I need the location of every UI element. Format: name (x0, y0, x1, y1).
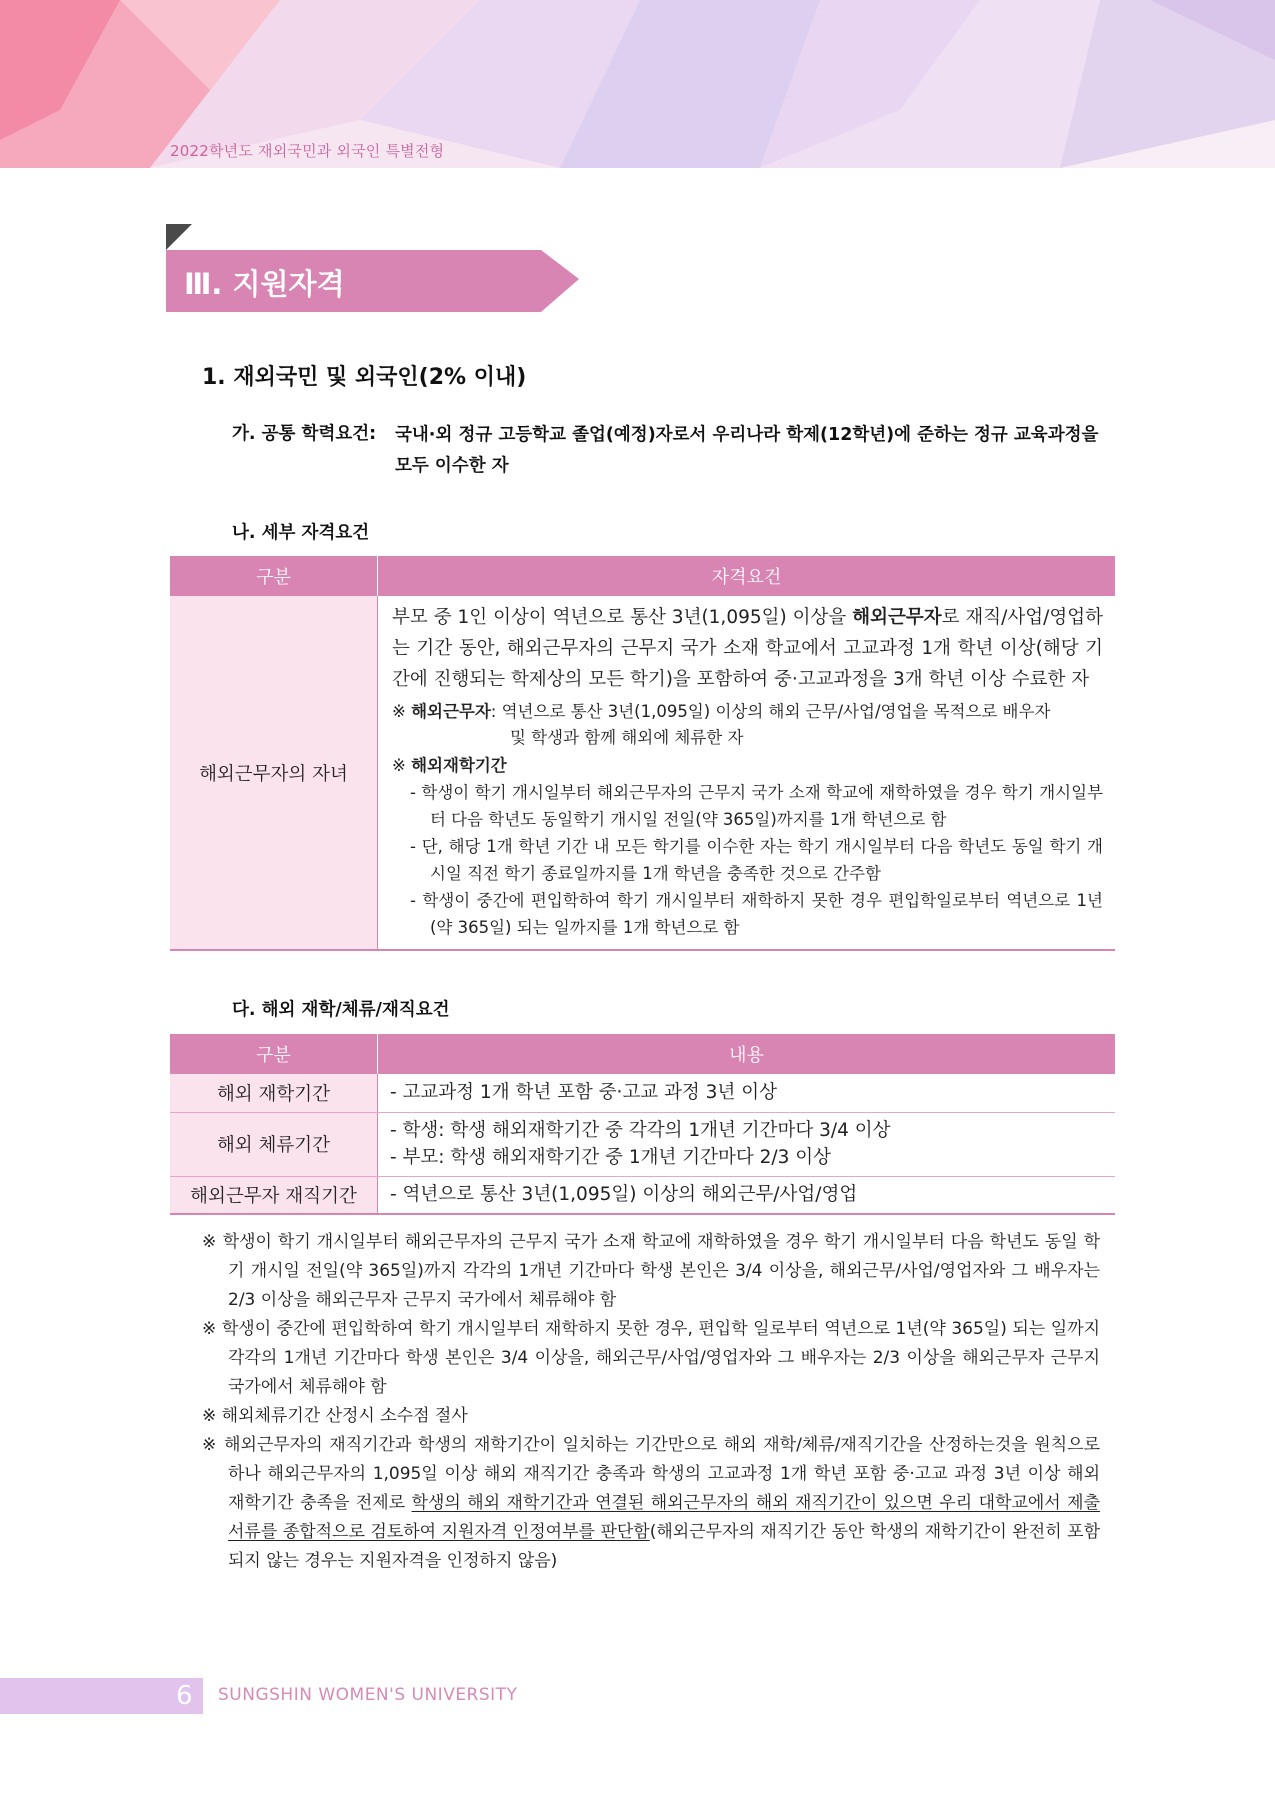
content-cell: - 학생: 학생 해외재학기간 중 각각의 1개년 기간마다 3/4 이상 - 부모: 학생 해외재학기간 중 1개년 기간마다 2/3 이상 (378, 1112, 1116, 1176)
content-cell: - 고교과정 1개 학년 포함 중·고교 과정 3년 이상 (378, 1074, 1116, 1112)
col-requirement: 자격요건 (378, 556, 1116, 596)
table-row (170, 1112, 1115, 1176)
content-cell: - 역년으로 통산 3년(1,095일) 이상의 해외근무/사업/영업 (378, 1176, 1116, 1214)
table-row (170, 596, 1115, 950)
detail-heading: 나. 세부 자격요건 (232, 523, 370, 543)
category-cell: 해외근무자 재직기간 (170, 1176, 378, 1214)
table-row (170, 1074, 1115, 1112)
common-req-text: 국내·외 정규 고등학교 졸업(예정)자로서 우리나라 학제(12학년)에 준하는 정규 교육과정을 모두 이수한 자 (395, 425, 1099, 476)
overseas-requirements-table (170, 1034, 1115, 1215)
detail-requirements-table (170, 556, 1115, 951)
list-item: - 학생이 중간에 편입학하여 학기 개시일부터 재학하지 못한 경우 편입학일로부터 역년으로 1년(약 365일) 되는 일까지를 1개 학년으로 함 (410, 891, 1103, 937)
col-category: 구분 (170, 556, 378, 596)
note-overseas-worker: ※ 해외근무자: 역년으로 통산 3년(1,095일) 이상의 해외 근무/사업/영업을 목적으로 배우자 및 학생과 함께 해외에 체류한 자 (392, 702, 1051, 747)
table-header-row (170, 556, 1115, 596)
note-item: ※ 해외근무자의 재직기간과 학생의 재학기간이 일치하는 기간만으로 해외 재학/체류/재직기간을 산정하는것을 원칙으로 하나 해외근무자의 1,095일 이상 해외 재직기간 충족과 학생의 고교과정 1개 학년 포함 중·고교 과정 3년 이상 해외 재학기간 충족을 전제로 학생의 해외 재학기간과 연결된 해외근무자의 해외 재직기간이 있으면 우리 대학교에서 제출서류를 종합적으로 검토하여 지원자격 인정여부를 판단함(해외근무자의 재직기간 동안 학생의 재학기간이 완전히 포함되지 않는 경우는 지원자격을 인정하지 않음) (202, 1435, 1100, 1571)
heading-eligibility: 1. 재외국민 및 외국인(2% 이내) (202, 365, 527, 390)
table-header-row (170, 1034, 1115, 1074)
university-name: SUNGSHIN WOMEN'S UNIVERSITY (218, 1685, 518, 1705)
overseas-heading: 다. 해외 재학/체류/재직요건 (232, 1000, 450, 1020)
note-item: ※ 학생이 중간에 편입학하여 학기 개시일부터 재학하지 못한 경우, 편입학 일로부터 역년으로 1년(약 365일) 되는 일까지 각각의 1개년 기간마다 학생 본인은 3/4 이상을, 해외근무/사업/영업자와 그 배우자는 2/3 이상을 해외근무자 근무지 국가에서 체류해야 함 (202, 1319, 1100, 1397)
requirement-cell (378, 596, 1116, 950)
note-study-period: ※ 해외재학기간 (392, 756, 507, 775)
page-number: 6 (176, 1681, 193, 1711)
common-req-label: 가. 공통 학력요건: (232, 424, 377, 444)
col-content: 내용 (378, 1034, 1116, 1074)
table-row (170, 1176, 1115, 1214)
notes-list (202, 1228, 1100, 1576)
category-cell: 해외 재학기간 (170, 1074, 378, 1112)
header-title: 2022학년도 재외국민과 외국인 특별전형 (170, 142, 445, 160)
footer-bar (0, 1678, 203, 1714)
col-category: 구분 (170, 1034, 378, 1074)
main-requirement: 부모 중 1인 이상이 역년으로 통산 3년(1,095일) 이상을 해외근무자로 재직/사업/영업하는 기간 동안, 해외근무자의 근무지 국가 소재 학교에서 고교과정 1개 학년 이상(해당 기간에 진행되는 학제상의 모든 학기)을 포함하여 중·고교과정을 3개 학년 이상 수료한 자 (392, 607, 1103, 690)
section-title: Ⅲ. 지원자격 (184, 267, 345, 301)
note-item: ※ 학생이 학기 개시일부터 해외근무자의 근무지 국가 소재 학교에 재학하였을 경우 학기 개시일부터 다음 학년도 동일 학기 개시일 전일(약 365일)까지 각각의 1개년 기간마다 학생 본인은 3/4 이상을, 해외근무/사업/영업자와 그 배우자는 2/3 이상을 해외근무자 근무지 국가에서 체류해야 함 (202, 1232, 1100, 1310)
category-cell: 해외 체류기간 (170, 1112, 378, 1176)
list-item: - 단, 해당 1개 학년 기간 내 모든 학기를 이수한 자는 학기 개시일부터 다음 학년도 동일 학기 개시일 직전 학기 종료일까지를 1개 학년을 충족한 것으로 간주함 (410, 837, 1103, 883)
note-item: ※ 해외체류기간 산정시 소수점 절사 (202, 1406, 468, 1426)
category-cell: 해외근무자의 자녀 (170, 596, 378, 950)
list-item: - 학생이 학기 개시일부터 해외근무자의 근무지 국가 소재 학교에 재학하였을 경우 학기 개시일부터 다음 학년도 동일학기 개시일 전일(약 365일)까지를 1개 학년으로 함 (410, 783, 1103, 829)
